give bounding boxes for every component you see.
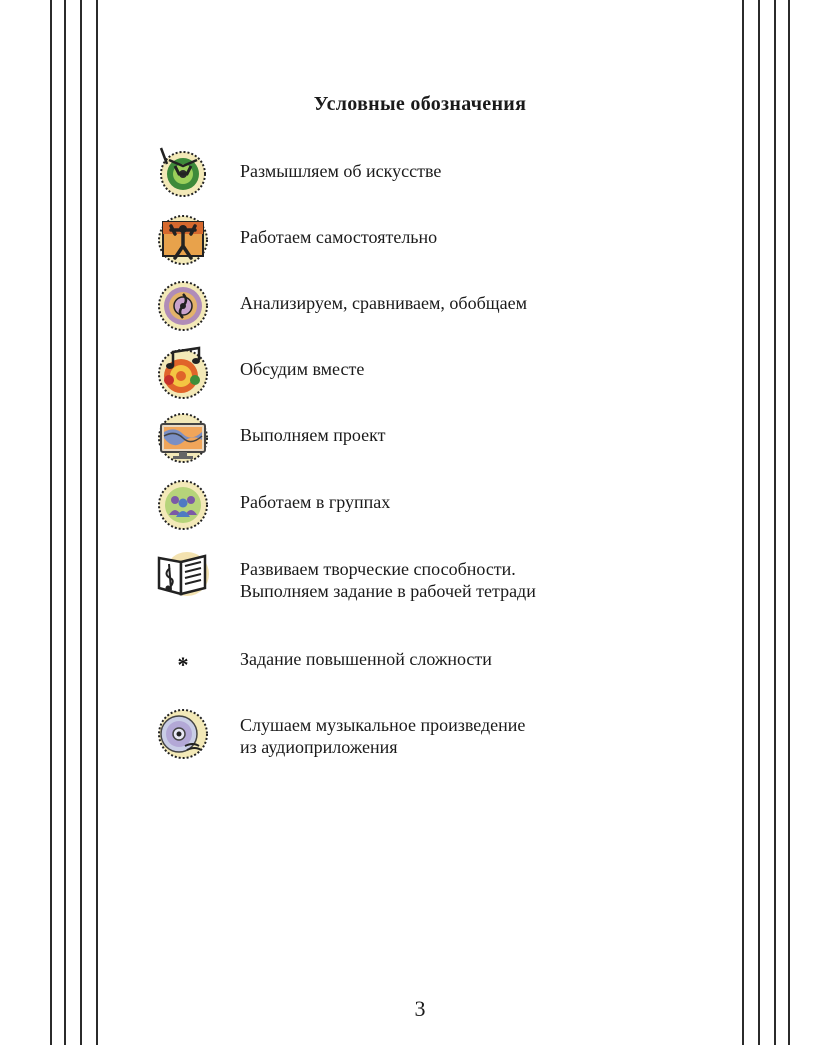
workbook-icon (155, 546, 211, 602)
legend-item (155, 706, 755, 766)
project-icon (155, 410, 211, 466)
legend-item (155, 146, 755, 206)
legend-item (155, 278, 755, 338)
audio-disc-icon (155, 706, 211, 762)
legend-text: Размышляем об искусстве (240, 161, 442, 181)
legend-text: Работаем самостоятельно (240, 227, 438, 247)
legend-text: Развиваем творческие способности. (240, 559, 516, 579)
right-border-line-4 (788, 0, 790, 1045)
right-border-line-3 (774, 0, 776, 1045)
left-border-line-3 (80, 0, 82, 1045)
legend-text: Анализируем, сравниваем, обобщаем (240, 293, 527, 313)
page-title: Условные обозначения (313, 93, 527, 115)
right-border-line-2 (758, 0, 760, 1045)
legend-text: Обсудим вместе (240, 359, 365, 379)
legend-item (155, 212, 755, 272)
asterisk-icon (155, 632, 211, 688)
legend-item (155, 477, 755, 537)
legend-text-line-2: из аудиоприложения (240, 737, 398, 757)
legend-item (155, 546, 755, 606)
left-border-line-4 (96, 0, 98, 1045)
analyze-compare-icon (155, 278, 211, 334)
left-border-line-2 (64, 0, 66, 1045)
independent-work-icon (155, 212, 211, 268)
page-number: 3 (414, 996, 426, 1021)
legend-item (155, 410, 755, 470)
legend-text: Задание повышенной сложности (240, 649, 492, 669)
art-reflection-icon (155, 146, 211, 202)
left-border-line-1 (50, 0, 52, 1045)
svg-text:*: * (177, 652, 189, 677)
legend-text: Работаем в группах (240, 492, 391, 512)
legend-item (155, 632, 755, 692)
group-work-icon (155, 477, 211, 533)
legend-text-line-2: Выполняем задание в рабочей тетради (240, 581, 536, 601)
discuss-together-icon (155, 344, 211, 400)
legend-item (155, 344, 755, 404)
legend-text: Выполняем проект (240, 425, 386, 445)
legend-text: Слушаем музыкальное произведение (240, 715, 526, 735)
